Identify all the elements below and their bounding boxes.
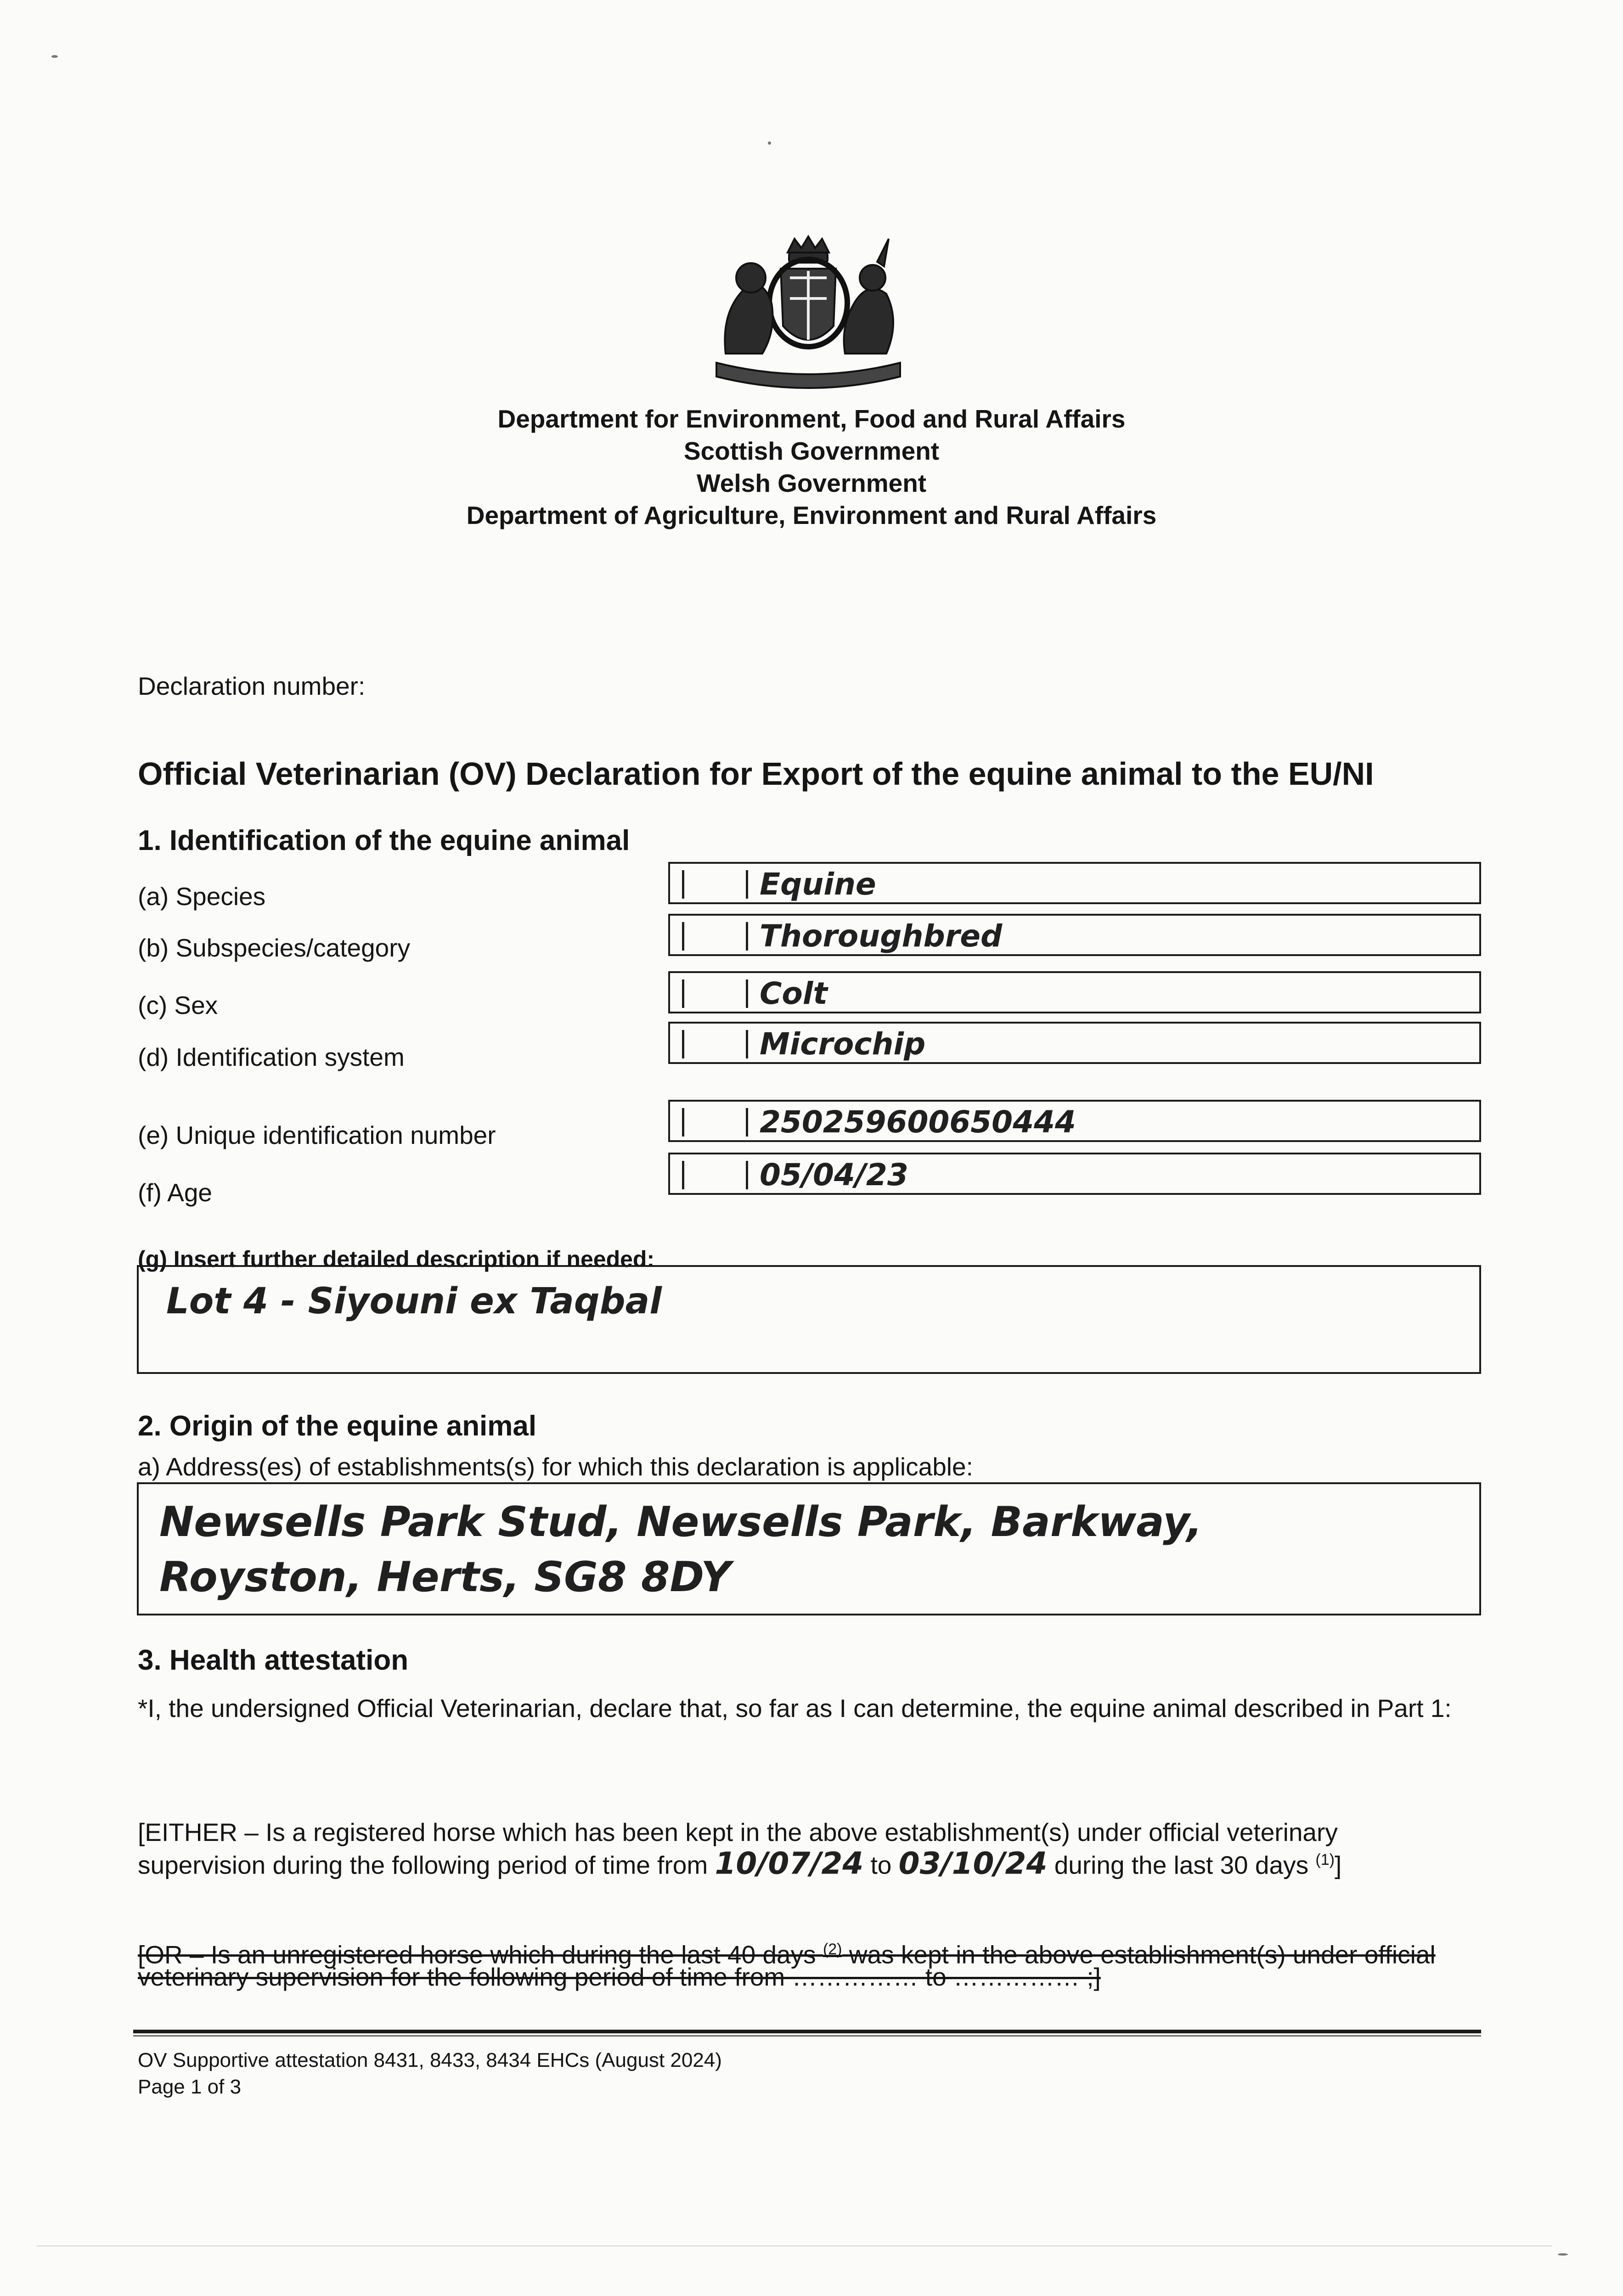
scan-speck xyxy=(1558,2253,1568,2256)
scan-edge-line xyxy=(37,2245,1552,2246)
unique-id-label: (e) Unique identification number xyxy=(138,1121,496,1149)
document-title: Official Veterinarian (OV) Declaration for Export of the equine animal to the EU/NI xyxy=(138,756,1374,792)
section2-heading: 2. Origin of the equine animal xyxy=(138,1410,537,1442)
identification-system-label: (d) Identification system xyxy=(138,1043,405,1071)
further-description-label: (g) Insert further detailed description if needed: xyxy=(138,1246,655,1272)
either-close: ] xyxy=(1334,1851,1342,1880)
identification-system-value: Microchip xyxy=(760,1026,926,1062)
royal-coat-of-arms-icon xyxy=(707,234,909,404)
unique-id-value: 250259600650444 xyxy=(760,1104,1076,1140)
or-suffix: was kept in the above establishment(s) under official xyxy=(849,1940,1436,1969)
species-value: Equine xyxy=(760,867,876,902)
or-footnote-ref: (2) xyxy=(823,1941,842,1958)
or-prefix: [OR – Is an unregistered horse which during the last 40 days xyxy=(138,1940,816,1969)
age-field[interactable] xyxy=(668,1153,1481,1195)
age-label: (f) Age xyxy=(138,1178,213,1207)
department-daera: Department of Agriculture, Environment and Rural Affairs xyxy=(466,501,1157,529)
sex-value: Colt xyxy=(760,976,828,1011)
further-description-value: Lot 4 - Siyouni ex Taqbal xyxy=(166,1281,662,1322)
address-line-1: Newsells Park Stud, Newsells Park, Barkway, xyxy=(159,1498,1203,1546)
species-field[interactable] xyxy=(668,862,1481,904)
department-defra: Department for Environment, Food and Rural Affairs xyxy=(497,405,1126,433)
either-footnote-ref: (1) xyxy=(1315,1851,1335,1868)
declaration-number-label: Declaration number: xyxy=(138,672,366,700)
either-from-date: 10/07/24 xyxy=(715,1846,864,1881)
address-field[interactable] xyxy=(137,1482,1481,1615)
either-to-word: to xyxy=(870,1851,892,1880)
department-scottish-government: Scottish Government xyxy=(683,437,940,465)
scan-speck xyxy=(768,141,771,145)
either-to-date: 03/10/24 xyxy=(898,1846,1048,1881)
subspecies-field[interactable] xyxy=(668,914,1481,956)
unique-id-field[interactable] xyxy=(668,1100,1481,1142)
either-clause-line-1: [EITHER – Is a registered horse which has been kept in the above establishment(s) under official veterinary xyxy=(138,1818,1338,1846)
either-prefix: supervision during the following period of time from xyxy=(138,1851,708,1880)
footer-form-reference: OV Supportive attestation 8431, 8433, 8434 EHCs (August 2024) xyxy=(138,2049,722,2071)
scan-speck xyxy=(51,55,58,58)
identification-system-field[interactable] xyxy=(668,1022,1481,1064)
address-line-2: Royston, Herts, SG8 8DY xyxy=(159,1553,731,1601)
subspecies-value: Thoroughbred xyxy=(760,918,1003,954)
either-suffix: during the last 30 days xyxy=(1054,1851,1309,1880)
subspecies-label: (b) Subspecies/category xyxy=(138,934,411,962)
section3-heading: 3. Health attestation xyxy=(138,1644,409,1676)
footer-rule xyxy=(133,2030,1481,2033)
footer-rule-thin xyxy=(133,2035,1481,2037)
further-description-field[interactable] xyxy=(137,1265,1481,1374)
department-welsh-government: Welsh Government xyxy=(696,469,927,497)
species-label: (a) Species xyxy=(138,882,266,911)
age-value: 05/04/23 xyxy=(760,1157,908,1193)
either-clause-line-2 xyxy=(138,1841,1481,1883)
health-attestation-intro: *I, the undersigned Official Veterinarian, declare that, so far as I can determine, the equine animal described in Part 1: xyxy=(138,1694,1452,1722)
sex-label: (c) Sex xyxy=(138,991,218,1019)
address-label: a) Address(es) of establishments(s) for which this declaration is applicable: xyxy=(138,1452,973,1481)
sex-field[interactable] xyxy=(668,971,1481,1013)
or-clause-line-2: veterinary supervision for the following period of time from …………… to …………… ;] xyxy=(138,1963,1101,1991)
footer-page-number: Page 1 of 3 xyxy=(138,2076,242,2098)
section1-heading: 1. Identification of the equine animal xyxy=(138,825,630,856)
